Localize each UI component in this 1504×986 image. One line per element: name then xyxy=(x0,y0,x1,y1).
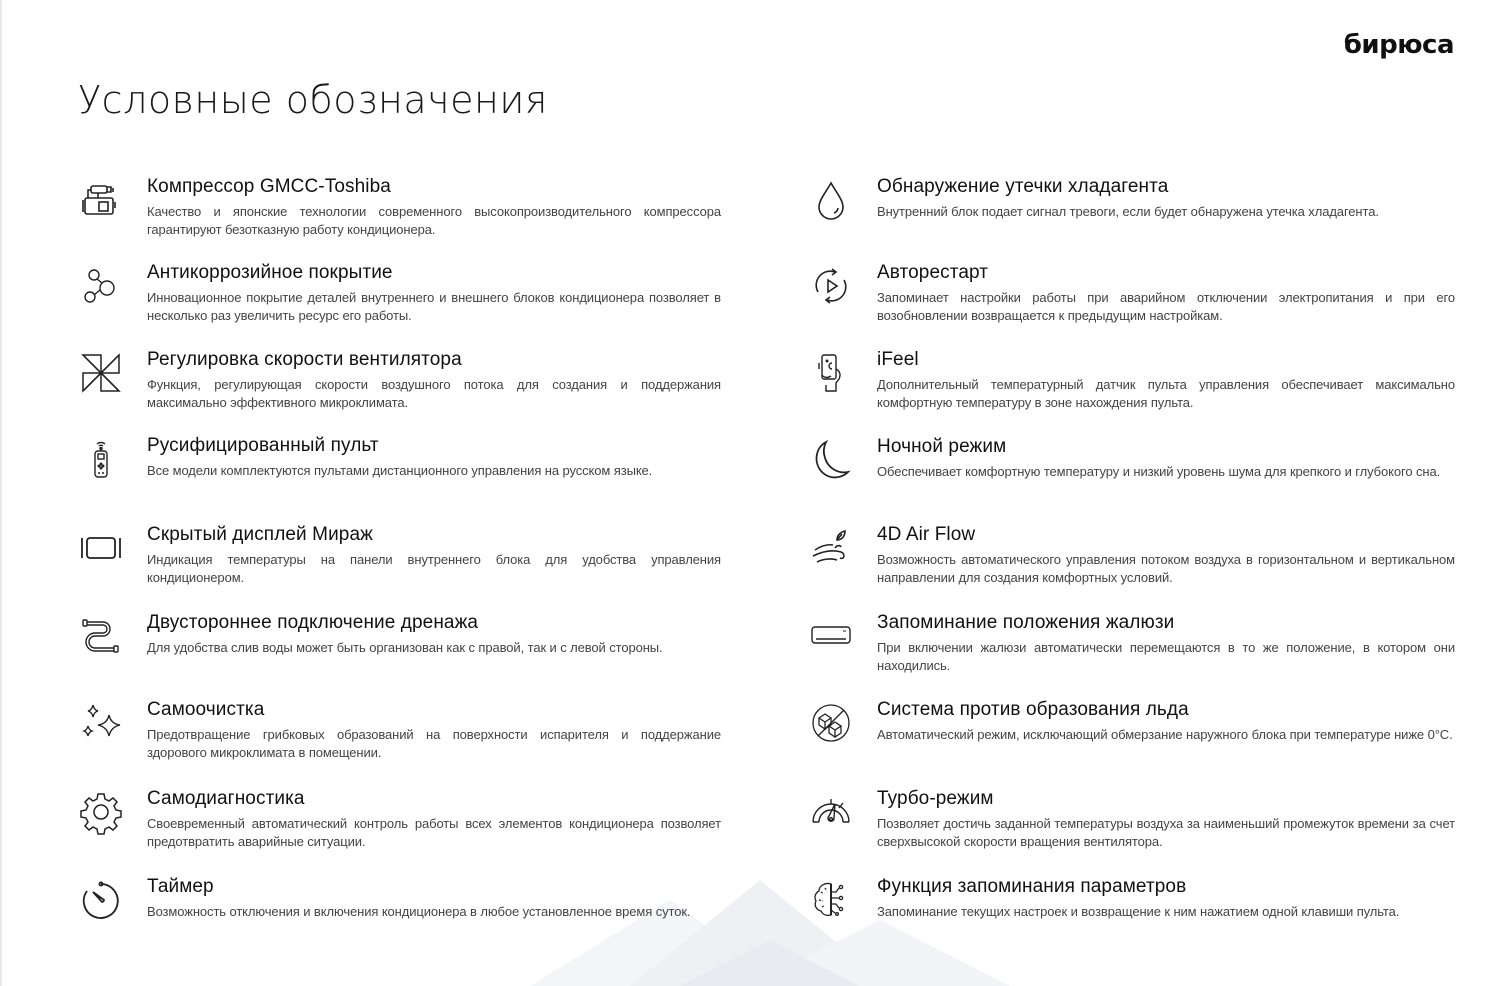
feature-self-cleaning xyxy=(147,699,721,762)
feature-title: Скрытый дисплей Мираж xyxy=(147,524,373,545)
feature-title: Турбо-режим xyxy=(877,788,994,809)
brain-circuit-icon xyxy=(809,878,853,922)
feature-russian-remote xyxy=(147,435,721,480)
speedometer-icon xyxy=(809,790,853,834)
feature-description: Для удобства слив воды может быть организован как с правой, так и с левой стороны. xyxy=(147,640,663,655)
feature-description: Позволяет достичь заданной температуры воздуха за наименьший промежуток времени за счет сверхвысокой скорости вращения вентилятора. xyxy=(877,816,1455,849)
feature-description: Дополнительный температурный датчик пульта управления обеспечивает максимально комфортную температуру в зоне нахождения пульта. xyxy=(877,377,1455,410)
feature-description: Запоминание текущих настроек и возвращение к ним нажатием одной клавиши пульта. xyxy=(877,904,1400,919)
feature-title: iFeel xyxy=(877,349,919,370)
feature-parameter-memory xyxy=(877,876,1455,921)
feature-title: Регулировка скорости вентилятора xyxy=(147,349,462,370)
feature-autorestart xyxy=(877,262,1455,325)
autorestart-icon xyxy=(809,264,853,308)
feature-title: Таймер xyxy=(147,876,214,897)
drop-icon xyxy=(809,178,853,222)
feature-two-way-drain xyxy=(147,612,721,657)
feature-description: При включении жалюзи автоматически перемещаются в то же положение, в котором они находились. xyxy=(877,640,1455,673)
sparkles-icon xyxy=(79,701,123,745)
feature-hidden-display xyxy=(147,524,721,587)
feature-title: Обнаружение утечки хладагента xyxy=(877,176,1169,197)
feature-louver-memory xyxy=(877,612,1455,675)
feature-turbo xyxy=(877,788,1455,851)
feature-description: Своевременный автоматический контроль работы всех элементов кондиционера позволяет предотвратить аварийные ситуации. xyxy=(147,816,721,849)
feature-anticorrosion xyxy=(147,262,721,325)
moon-icon xyxy=(809,438,853,482)
no-ice-icon xyxy=(809,701,853,745)
feature-title: Запоминание положения жалюзи xyxy=(877,612,1175,633)
feature-title: Самоочистка xyxy=(147,699,265,720)
feature-timer xyxy=(147,876,721,921)
feature-ifeel xyxy=(877,349,1455,412)
feature-title: 4D Air Flow xyxy=(877,524,976,545)
feature-title: Антикоррозийное покрытие xyxy=(147,262,393,283)
remote-control-icon xyxy=(79,437,123,481)
feature-night-mode xyxy=(877,436,1455,481)
page-edge xyxy=(0,0,2,986)
feature-description: Автоматический режим, исключающий обмерзание наружного блока при температуре ниже 0°C. xyxy=(877,727,1453,742)
feature-description: Внутренний блок подает сигнал тревоги, если будет обнаружена утечка хладагента. xyxy=(877,204,1379,219)
feature-compressor xyxy=(147,176,721,239)
feature-description: Индикация температуры на панели внутреннего блока для удобства управления кондиционером. xyxy=(147,552,721,585)
hidden-display-icon xyxy=(79,526,123,570)
hand-phone-temperature-icon xyxy=(809,351,853,395)
feature-title: Русифицированный пульт xyxy=(147,435,379,456)
gear-icon xyxy=(79,790,123,834)
feature-description: Функция, регулирующая скорости воздушного потока для создания и поддержания максимально эффективного микроклимата. xyxy=(147,377,721,410)
feature-description: Запоминает настройки работы при аварийном отключении электропитания и при его возобновлении возвращается к предыдущим настройкам. xyxy=(877,290,1455,323)
feature-fan-speed xyxy=(147,349,721,412)
feature-description: Инновационное покрытие деталей внутреннего и внешнего блоков кондиционера позволяет в несколько раз увеличить ресурс его работы. xyxy=(147,290,721,323)
feature-title: Самодиагностика xyxy=(147,788,305,809)
feature-description: Качество и японские технологии современного высокопроизводительного компрессора гарантируют безотказную работу кондиционера. xyxy=(147,204,721,237)
feature-title: Компрессор GMCC-Toshiba xyxy=(147,176,391,197)
indoor-unit-icon xyxy=(809,614,853,658)
feature-description: Предотвращение грибковых образований на поверхности испарителя и поддержание здорового микроклимата в помещении. xyxy=(147,727,721,760)
feature-description: Все модели комплектуются пультами дистанционного управления на русском языке. xyxy=(147,463,653,478)
airflow-leaf-icon xyxy=(809,526,853,570)
page-title: Условные обозначения xyxy=(78,78,548,122)
molecule-icon xyxy=(79,264,123,308)
feature-description: Возможность автоматического управления потоком воздуха в горизонтальном и вертикальном направлении для создания комфортных условий. xyxy=(877,552,1455,585)
feature-title: Система против образования льда xyxy=(877,699,1189,720)
feature-description: Обеспечивает комфортную температуру и низкий уровень шума для крепкого и глубокого сна. xyxy=(877,464,1441,479)
feature-leak-detection xyxy=(877,176,1455,221)
feature-title: Ночной режим xyxy=(877,436,1007,457)
compressor-icon xyxy=(79,178,123,222)
drain-pipe-icon xyxy=(79,614,123,658)
timer-icon xyxy=(79,878,123,922)
feature-title: Авторестарт xyxy=(877,262,989,283)
feature-self-diagnostics xyxy=(147,788,721,851)
feature-anti-ice xyxy=(877,699,1455,744)
feature-title: Функция запоминания параметров xyxy=(877,876,1187,897)
feature-description: Возможность отключения и включения кондиционера в любое установленное время суток. xyxy=(147,904,691,919)
feature-4d-airflow xyxy=(877,524,1455,587)
pinwheel-fan-icon xyxy=(79,351,123,395)
feature-title: Двустороннее подключение дренажа xyxy=(147,612,479,633)
brand-logo: бирюса xyxy=(1343,30,1454,60)
